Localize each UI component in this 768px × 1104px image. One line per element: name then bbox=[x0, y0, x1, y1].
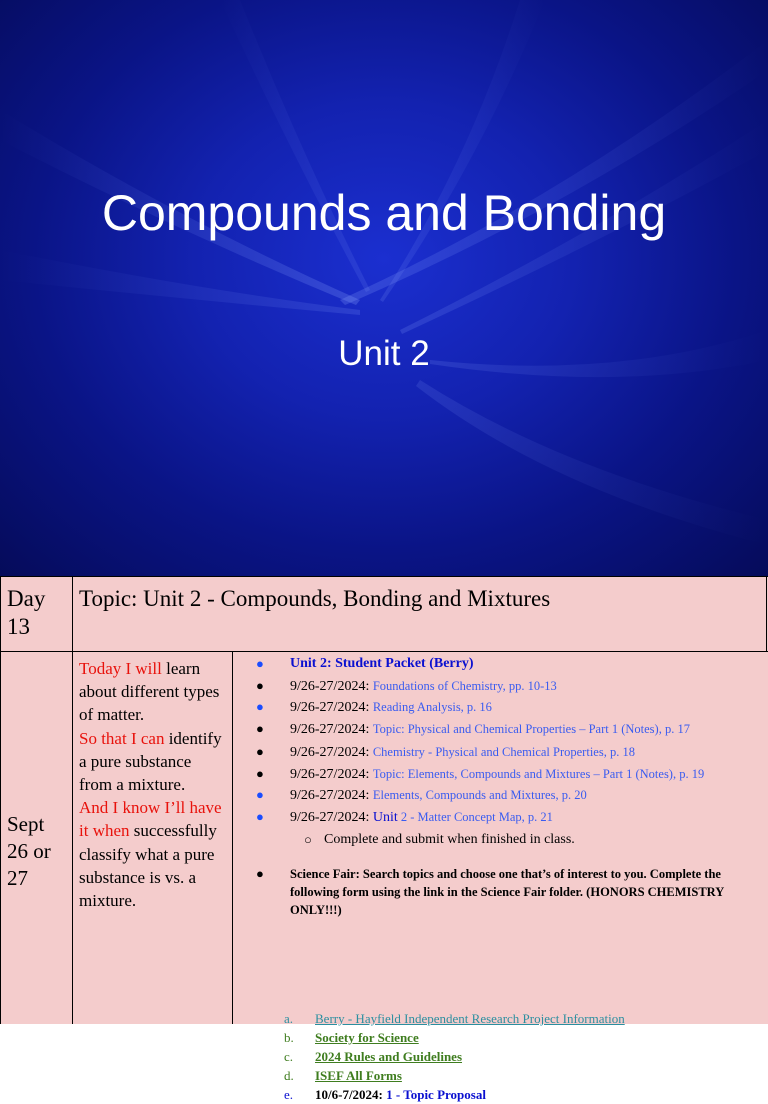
learning-objective bbox=[79, 657, 227, 912]
task-link[interactable]: Reading Analysis, p. 16 bbox=[372, 700, 492, 714]
task-text bbox=[290, 807, 553, 828]
table-border-top bbox=[0, 576, 768, 577]
table-divider-col2 bbox=[232, 651, 233, 1024]
task-link[interactable]: Chemistry - Physical and Chemical Properties, p. 18 bbox=[372, 745, 635, 759]
list-letter: e. bbox=[284, 1087, 294, 1102]
task-link-unit-prefix[interactable]: Unit bbox=[372, 810, 398, 825]
slide-subtitle: Unit 2 bbox=[338, 334, 430, 373]
task-link[interactable]: Topic: Physical and Chemical Properties – Part 1 (Notes), p. 17 bbox=[372, 722, 690, 736]
link-topic-proposal[interactable]: 1 - Topic Proposal bbox=[386, 1087, 486, 1102]
list-letter: b. bbox=[284, 1030, 294, 1045]
task-date: 9/26-27/2024: bbox=[290, 788, 373, 803]
list-letter: a. bbox=[284, 1011, 294, 1026]
task-text bbox=[290, 785, 587, 806]
subtask-text: Complete and submit when finished in class. bbox=[324, 832, 575, 847]
table-divider-row1 bbox=[0, 651, 768, 652]
topic-heading: Topic: Unit 2 - Compounds, Bonding and Mixtures bbox=[79, 586, 551, 611]
objective-will-text: learn about different types of matter. bbox=[79, 659, 220, 725]
bullet-icon: ● bbox=[256, 744, 264, 759]
task-date: 9/26-27/2024: bbox=[290, 745, 373, 760]
table-border-left bbox=[0, 576, 1, 1024]
bullet-icon: ● bbox=[256, 787, 264, 802]
list-item-text bbox=[315, 1086, 486, 1104]
task-date: 9/26-27/2024: bbox=[290, 767, 373, 782]
task-text bbox=[290, 676, 557, 697]
task-link[interactable]: Elements, Compounds and Mixtures, p. 20 bbox=[372, 788, 587, 802]
objective-so-text: identify a pure substance from a mixture. bbox=[79, 728, 222, 795]
link-isef-forms[interactable]: ISEF All Forms bbox=[315, 1068, 402, 1083]
task-link[interactable]: 2 - Matter Concept Map, p. 21 bbox=[397, 810, 553, 824]
hollow-bullet-icon: ○ bbox=[304, 832, 312, 847]
task-date: 9/26-27/2024: bbox=[290, 700, 373, 715]
bullet-icon: ● bbox=[256, 699, 264, 714]
bullet-icon: ● bbox=[256, 721, 264, 736]
day-cell: Day 13 bbox=[7, 586, 46, 639]
bullet-icon: ● bbox=[256, 866, 264, 881]
task-link[interactable]: Topic: Elements, Compounds and Mixtures – Part 1 (Notes), p. 19 bbox=[372, 767, 705, 781]
objective-know-text: successfully classify what a pure substance is vs. a mixture. bbox=[79, 821, 217, 911]
task-text bbox=[290, 697, 492, 718]
bullet-icon: ● bbox=[256, 809, 264, 824]
task-text bbox=[290, 719, 690, 740]
objective-will-label: Today I will bbox=[79, 659, 162, 678]
bullet-icon: ● bbox=[256, 678, 264, 693]
list-letter: c. bbox=[284, 1049, 294, 1064]
task-date: 9/26-27/2024: bbox=[290, 679, 373, 694]
table-border-right bbox=[766, 576, 767, 652]
task-link[interactable]: Foundations of Chemistry, pp. 10-13 bbox=[372, 679, 557, 693]
bullet-icon: ● bbox=[256, 766, 264, 781]
objective-so-label: So that I can bbox=[79, 728, 165, 748]
lesson-plan-table bbox=[0, 576, 768, 1102]
task-date: 9/26-27/2024: bbox=[290, 810, 373, 825]
slide-title: Compounds and Bonding bbox=[101, 185, 667, 241]
task-date: 9/26-27/2024: bbox=[290, 722, 373, 737]
table-divider-col1 bbox=[72, 576, 73, 1024]
bullet-icon: ● bbox=[256, 656, 264, 671]
link-rules-guidelines[interactable]: 2024 Rules and Guidelines bbox=[315, 1049, 463, 1064]
list-letter: d. bbox=[284, 1068, 294, 1083]
link-society-for-science[interactable]: Society for Science bbox=[315, 1030, 419, 1045]
date-cell: Sept 26 or 27 bbox=[7, 812, 51, 890]
objective-know-label: And I know I’ll have it when bbox=[79, 798, 222, 841]
task-date: 10/6-7/2024: bbox=[315, 1087, 387, 1102]
task-text bbox=[290, 764, 704, 785]
task-text bbox=[290, 742, 635, 763]
link-research-info[interactable]: Berry - Hayfield Independent Research Project Information bbox=[315, 1011, 625, 1026]
task-link-student-packet[interactable]: Unit 2: Student Packet (Berry) bbox=[290, 656, 474, 671]
science-fair-instructions: Science Fair: Search topics and choose one that’s of interest to you. Complete the following form using the link in the Science Fair folder. (HONORS CHEMISTRY ONLY!!!) bbox=[290, 867, 724, 917]
